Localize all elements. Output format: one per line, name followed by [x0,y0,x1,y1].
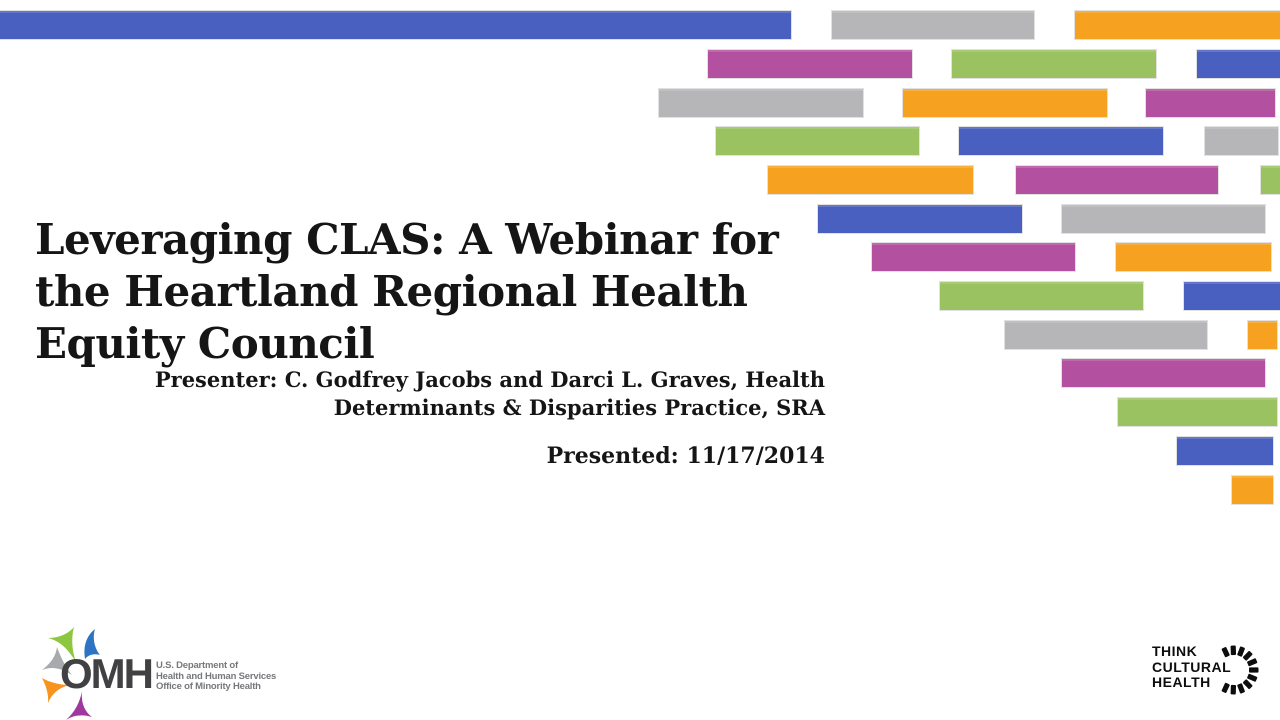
omh-org-line-3: Office of Minority Health [156,681,261,692]
decor-bar-blue [818,205,1022,233]
decor-bar-magenta [708,50,912,78]
thc-starburst-icon [1208,638,1264,702]
decor-bar-green [1261,166,1280,194]
thc-line-1: THINK [1152,643,1198,659]
decor-bar-gray [832,11,1034,39]
decor-bar-blue [959,127,1163,155]
decor-bar-gray [659,89,863,117]
decor-bar-blue [1184,282,1280,310]
presenter-line-1: Presenter: C. Godfrey Jacobs and Darci L. Graves, Health [154,367,825,392]
omh-org-line-1: U.S. Department of [156,660,238,671]
omh-logo [42,622,302,720]
decor-bar-orange [1116,243,1271,271]
decor-bar-magenta [872,243,1075,271]
decor-bar-orange [1248,321,1277,349]
decor-bar-green [716,127,919,155]
thc-line-3: HEALTH [1152,674,1211,690]
decor-bar-green [1118,398,1277,426]
slide-title-line-2: the Heartland Regional Health [35,267,748,317]
presenter-line-2: Determinants & Disparities Practice, SRA [333,395,825,420]
decor-bar-orange [768,166,973,194]
think-cultural-health-logo [1150,638,1262,704]
decor-bar-magenta [1016,166,1218,194]
decor-bar-green [952,50,1156,78]
slide-title-line-3: Equity Council [35,319,375,369]
presented-date: Presented: 11/17/2014 [546,443,825,469]
slide-title [35,214,778,370]
thc-line-2: CULTURAL [1152,658,1232,675]
decor-bar-orange [903,89,1107,117]
presenter-text [155,366,825,422]
omh-org-line-2: Health and Human Services [156,670,277,682]
omh-acronym: OMH [60,650,152,697]
decor-bar-blue [1197,50,1280,78]
slide-title-line-1: Leveraging CLAS: A Webinar for [35,215,779,265]
decor-bar-gray [1062,205,1265,233]
decor-bar-blue [1177,437,1273,465]
decor-bar-gray [1005,321,1207,349]
decor-bar-magenta [1146,89,1275,117]
decor-bar-orange [1232,476,1273,504]
decor-bar-blue [0,11,791,39]
decor-bar-gray [1205,127,1278,155]
omh-org-text [156,661,276,693]
decor-bar-magenta [1062,359,1265,387]
decor-bar-orange [1075,11,1280,39]
decor-bar-green [940,282,1143,310]
